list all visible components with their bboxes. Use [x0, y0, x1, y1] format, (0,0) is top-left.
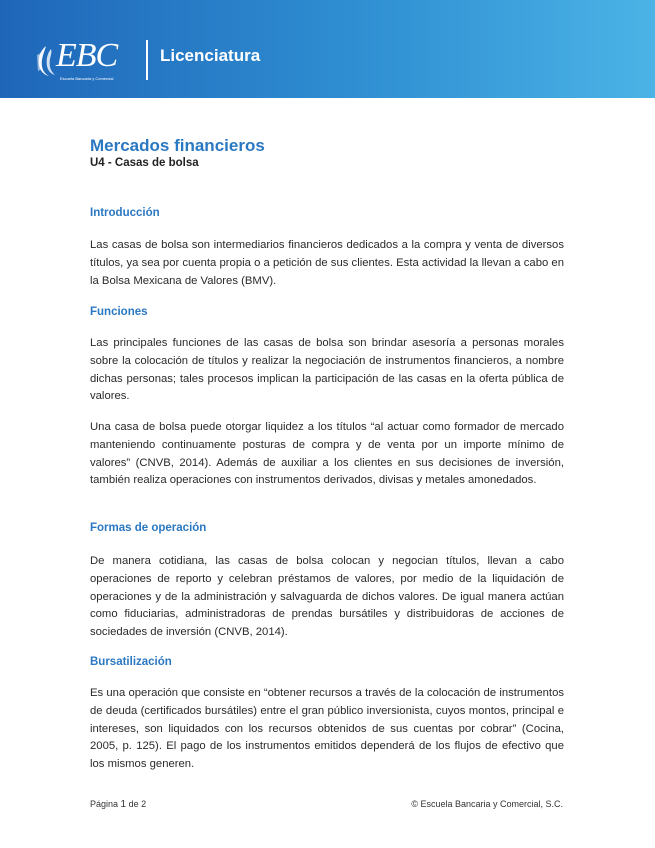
paragraph-formas-de-operacion: De manera cotidiana, las casas de bolsa colocan y negocian títulos, llevan a cabo operaciones de reporto y celebran préstamos de valores, por medio de la liquidación de operaciones y de la administración y salvaguarda de dichos valores. De igual manera actúan como fiduciarias, administradoras de prendas bursátiles y distribuidoras de acciones de sociedades de inversión (CNVB, 2014). [90, 555, 564, 639]
program-label: Licenciatura [160, 46, 261, 65]
copyright: © Escuela Bancaria y Comercial, S.C. [411, 799, 563, 809]
ebc-logo [32, 38, 128, 82]
page-number [90, 799, 146, 810]
section-heading-introduccion: Introducción [90, 207, 160, 219]
paragraph-funciones-1: Las principales funciones de las casas de bolsa son brindar asesoría a personas morales sobre la colocación de títulos y realizar la negociación de instrumentos financieros, a nombre dichas personas; tales procesos implican la participación de las casas en la oferta pública de valores. [90, 337, 564, 403]
logo-text: EBC [56, 37, 118, 74]
paragraph-bursatilizacion: Es una operación que consiste en “obtener recursos a través de la colocación de instrumentos de deuda (certificados bursátiles) entre el gran público inversionista, cuyos montos, principal e intereses, son liquidados con los recursos obtenidos de sus cuentas por cobrar” (Cocina, 2005, p. 125). El pago de los instrumentos emitidos dependerá de los flujos de efectivo que los mismos generen. [90, 687, 564, 771]
section-heading-formas-de-operacion: Formas de operación [90, 522, 207, 534]
page-current: 1 [120, 799, 127, 810]
paragraph-funciones-2: Una casa de bolsa puede otorgar liquidez a los títulos “al actuar como formador de mercado manteniendo continuamente posturas de compra y de venta por un importe mínimo de valores” (CNVB, 2014). Además de auxiliar a los clientes en sus decisiones de inversión, también realiza operaciones con instrumentos derivados, divisas y metales amonedados. [90, 421, 564, 487]
section-heading-bursatilizacion: Bursatilización [90, 656, 172, 668]
header-banner [0, 0, 655, 98]
page-label: Página [90, 799, 119, 809]
document-subtitle: U4 - Casas de bolsa [90, 157, 199, 169]
header-divider [146, 40, 148, 80]
section-heading-funciones: Funciones [90, 306, 148, 318]
paragraph-introduccion: Las casas de bolsa son intermediarios financieros dedicados a la compra y venta de diversos títulos, ya sea por cuenta propia o a petición de sus clientes. Esta actividad la llevan a cabo en la Bolsa Mexicana de Valores (BMV). [90, 239, 564, 287]
document-title: Mercados financieros [90, 136, 265, 155]
page-total: de 2 [128, 799, 147, 809]
ebc-emblem-icon [32, 43, 58, 79]
logo-subtitle: Escuela Bancaria y Comercial [60, 76, 114, 81]
